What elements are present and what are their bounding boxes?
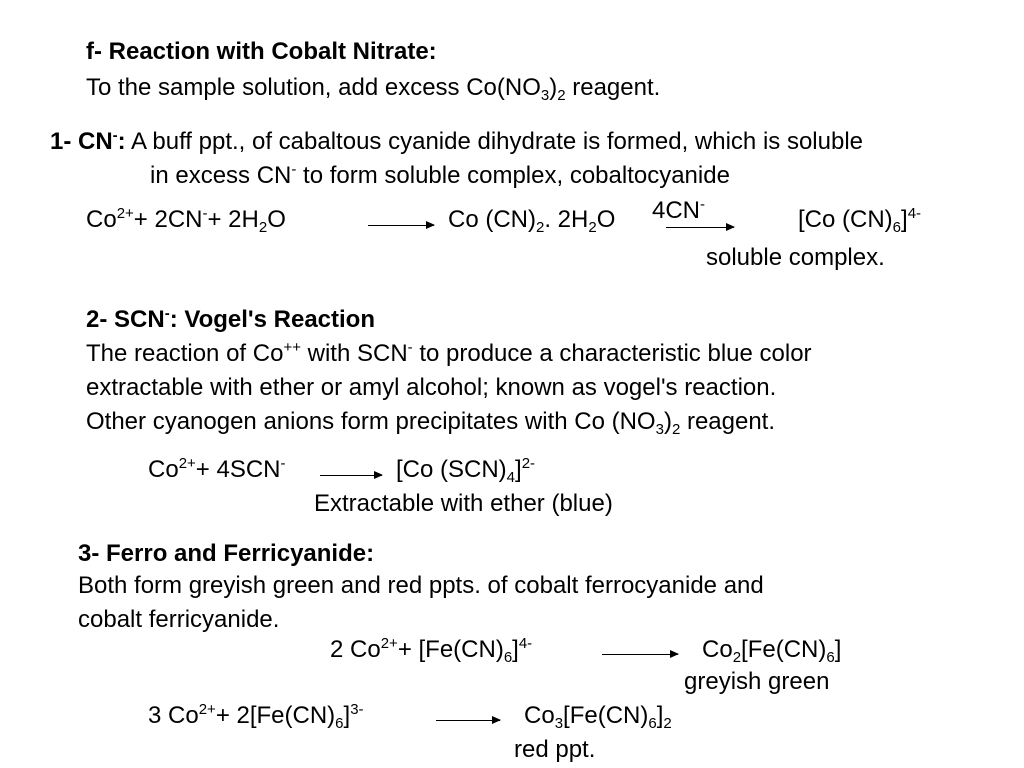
scn-equation-product: [Co $(SCN)_4]^{2-}$ bbox=[396, 455, 536, 486]
ferro-eq2-note: red ppt. bbox=[514, 736, 596, 763]
cn-product-note: soluble complex. bbox=[706, 244, 885, 271]
cn-paragraph-line2: in excess CN- to form soluble complex, cobaltocyanide bbox=[150, 161, 730, 189]
cn-equation-intermediate: Co $(CN)_2$. $2H_2O$ bbox=[448, 206, 616, 236]
cn-reaction-arrow-2 bbox=[666, 227, 734, 228]
ferro-paragraph-line2: cobalt ferricyanide. bbox=[78, 606, 280, 633]
scn-reaction-arrow bbox=[320, 475, 382, 476]
ferro-eq1-reactants: 2 $Co^{2+}+ [Fe(CN)_6]^{4-}$ bbox=[330, 635, 533, 666]
scn-heading: 2- SCN-: Vogel's Reaction bbox=[86, 305, 375, 333]
scn-paragraph-line1: The reaction of Co++ with SCN- to produce a characteristic blue color bbox=[86, 339, 812, 367]
cn-equation-product: [Co $(CN)_6]^{4-}$ bbox=[798, 205, 922, 236]
scn-paragraph-line2: extractable with ether or amyl alcohol; known as vogel's reaction. bbox=[86, 374, 777, 401]
ferro-eq2-arrow bbox=[436, 720, 500, 721]
section-f-heading: f- Reaction with Cobalt Nitrate: bbox=[86, 38, 437, 65]
scn-paragraph-line3: Other cyanogen anions form precipitates with Co $(NO_3)_2$ reagent. bbox=[86, 408, 776, 438]
section-f-intro: To the sample solution, add excess $Co(NO_3)_2$ reagent. bbox=[86, 74, 661, 104]
cn-reaction-arrow-1 bbox=[368, 225, 434, 226]
cn-arrow-label: 4CN- bbox=[652, 196, 706, 224]
ferro-eq1-arrow bbox=[602, 654, 678, 655]
ferro-heading: 3- Ferro and Ferricyanide: bbox=[78, 540, 375, 567]
ferro-eq1-note: greyish green bbox=[684, 668, 830, 695]
cn-paragraph-line1: 1- CN-: A buff ppt., of cabaltous cyanide dihydrate is formed, which is soluble bbox=[50, 127, 863, 155]
ferro-eq2-product: $Co_3[Fe(CN)_6]_2$ bbox=[524, 702, 672, 732]
ferro-eq1-product: $Co_2[Fe(CN)_6]$ bbox=[702, 636, 842, 666]
ferro-eq2-reactants: 3 $Co^{2+}+ 2[Fe(CN)_6]^{3-}$ bbox=[148, 701, 364, 732]
cn-label: 1- CN-: bbox=[50, 127, 126, 155]
ferro-paragraph-line1: Both form greyish green and red ppts. of cobalt ferrocyanide and bbox=[78, 572, 764, 599]
cn-equation-reactants: $Co^{2+}+ 2CN^-+ 2H_2O$ bbox=[86, 205, 286, 236]
scn-product-note: Extractable with ether (blue) bbox=[314, 490, 613, 517]
scn-equation-reactants: $Co^{2+}+ 4SCN^-$ bbox=[148, 455, 286, 483]
